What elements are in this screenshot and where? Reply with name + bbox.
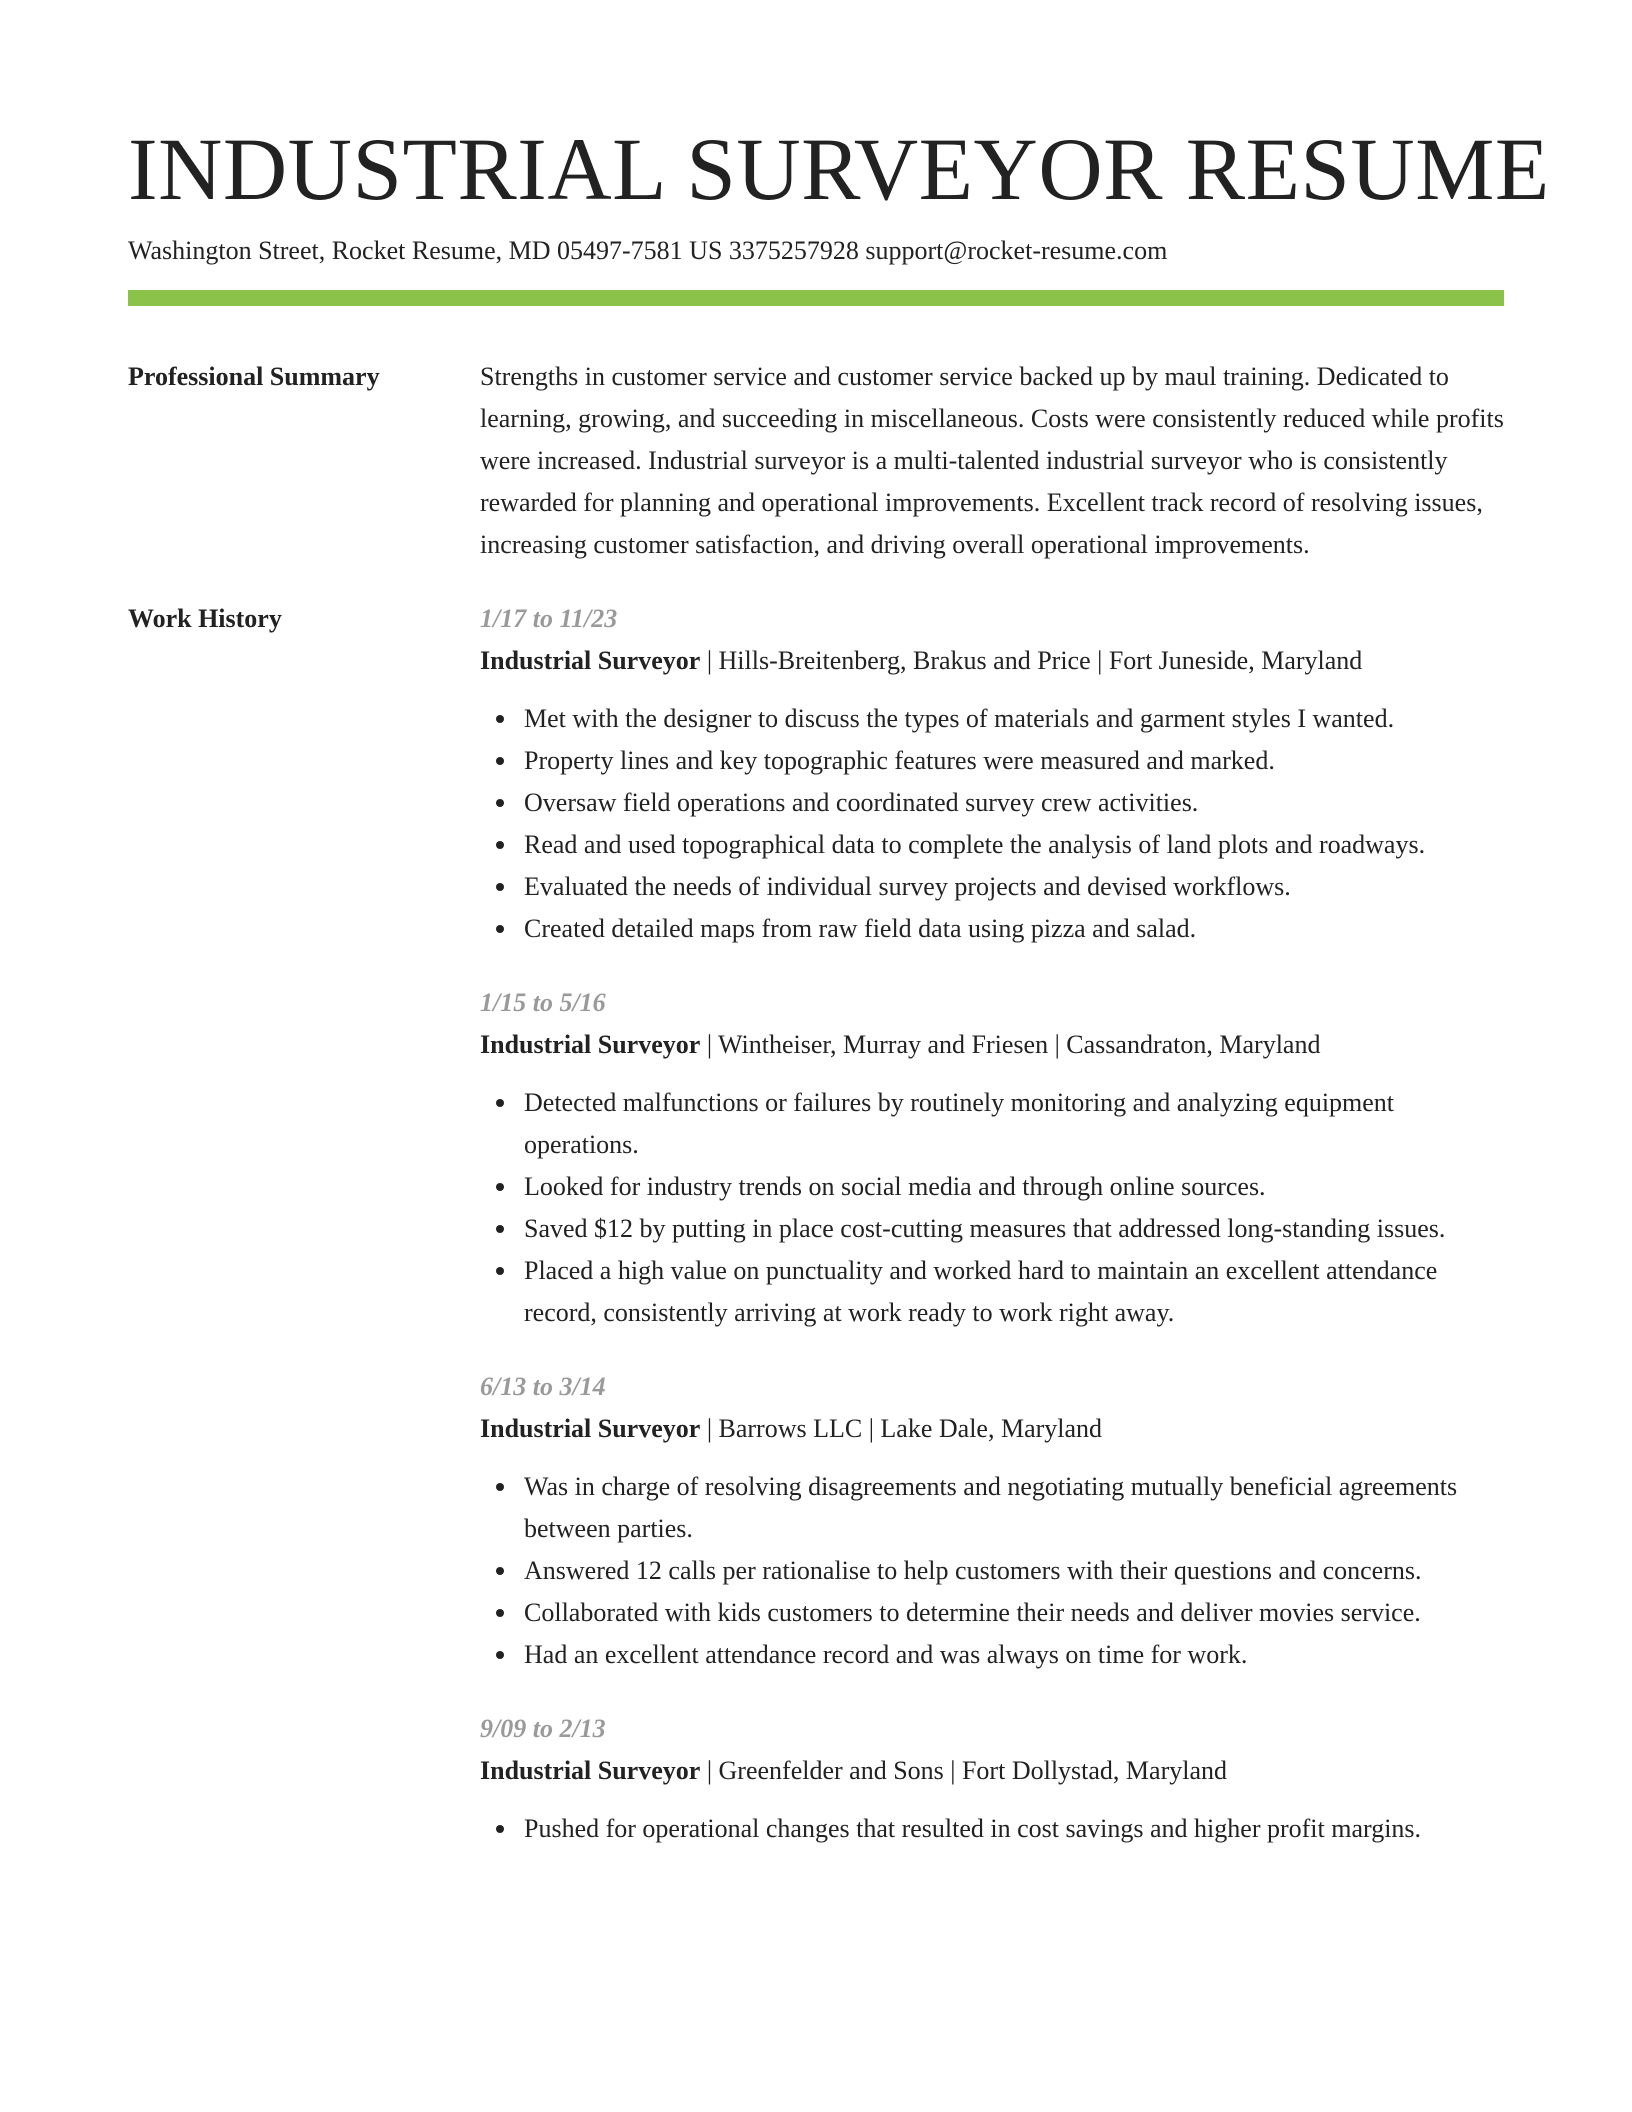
job-details: | Wintheiser, Murray and Friesen | Cassandraton, Maryland [700, 1030, 1321, 1059]
job-title-line [480, 1750, 1504, 1792]
job-bullet-list [480, 1808, 1504, 1850]
job-bullet: Evaluated the needs of individual survey projects and devised workflows. [524, 866, 1504, 908]
job-entry [480, 1708, 1504, 1850]
work-history-body [480, 598, 1504, 1850]
job-dates: 1/17 to 11/23 [480, 604, 618, 633]
job-role: Industrial Surveyor [480, 1030, 701, 1059]
job-dates: 9/09 to 2/13 [480, 1714, 606, 1743]
job-bullet: Saved $12 by putting in place cost-cutting measures that addressed long-standing issues. [524, 1208, 1504, 1250]
job-details: | Barrows LLC | Lake Dale, Maryland [700, 1414, 1103, 1443]
job-title-line [480, 1024, 1504, 1066]
job-bullet: Answered 12 calls per rationalise to help customers with their questions and concerns. [524, 1550, 1504, 1592]
job-bullet: Oversaw field operations and coordinated survey crew activities. [524, 782, 1504, 824]
job-role: Industrial Surveyor [480, 1414, 701, 1443]
job-entry [480, 598, 1504, 950]
job-bullet: Had an excellent attendance record and was always on time for work. [524, 1634, 1504, 1676]
job-title-line [480, 640, 1504, 682]
job-dates: 6/13 to 3/14 [480, 1372, 606, 1401]
resume-title: INDUSTRIAL SURVEYOR RESUME [128, 121, 1550, 219]
job-bullet: Looked for industry trends on social media and through online sources. [524, 1166, 1504, 1208]
job-details: | Hills-Breitenberg, Brakus and Price | Fort Juneside, Maryland [700, 646, 1363, 675]
job-bullet: Pushed for operational changes that resulted in cost savings and higher profit margins. [524, 1808, 1504, 1850]
job-bullet: Created detailed maps from raw field data using pizza and salad. [524, 908, 1504, 950]
work-history-section [128, 598, 1504, 1850]
job-bullet: Read and used topographical data to complete the analysis of land plots and roadways. [524, 824, 1504, 866]
job-bullet: Met with the designer to discuss the types of materials and garment styles I wanted. [524, 698, 1504, 740]
job-entry [480, 1366, 1504, 1676]
job-bullet-list [480, 1082, 1504, 1334]
job-bullet: Was in charge of resolving disagreements and negotiating mutually beneficial agreements between parties. [524, 1466, 1504, 1550]
contact-line: Washington Street, Rocket Resume, MD 05497-7581 US 3375257928 support@rocket-resume.com [128, 236, 1168, 265]
professional-summary-section [128, 356, 1504, 566]
summary-text: Strengths in customer service and customer service backed up by maul training. Dedicated to learning, growing, and succeeding in miscellaneous. Costs were consistently reduced while profits were increased. Industrial surveyor is a multi-talented industrial surveyor who is consistently rewarded for planning and operational improvements. Excellent track record of resolving issues, increasing customer satisfaction, and driving overall operational improvements. [480, 362, 1504, 559]
section-heading-work-history: Work History [128, 604, 282, 633]
resume-page [128, 0, 1550, 1850]
job-role: Industrial Surveyor [480, 1756, 701, 1785]
job-bullet-list [480, 698, 1504, 950]
job-details: | Greenfelder and Sons | Fort Dollystad, Maryland [700, 1756, 1228, 1785]
job-dates: 1/15 to 5/16 [480, 988, 606, 1017]
job-bullet-list [480, 1466, 1504, 1676]
job-bullet: Collaborated with kids customers to determine their needs and deliver movies service. [524, 1592, 1504, 1634]
accent-divider [128, 290, 1504, 306]
job-title-line [480, 1408, 1504, 1450]
job-entry [480, 982, 1504, 1334]
summary-body [480, 356, 1504, 566]
job-bullet: Property lines and key topographic features were measured and marked. [524, 740, 1504, 782]
section-heading-professional-summary: Professional Summary [128, 362, 380, 391]
job-bullet: Detected malfunctions or failures by routinely monitoring and analyzing equipment operations. [524, 1082, 1504, 1166]
job-bullet: Placed a high value on punctuality and worked hard to maintain an excellent attendance record, consistently arriving at work ready to work right away. [524, 1250, 1504, 1334]
job-role: Industrial Surveyor [480, 646, 701, 675]
